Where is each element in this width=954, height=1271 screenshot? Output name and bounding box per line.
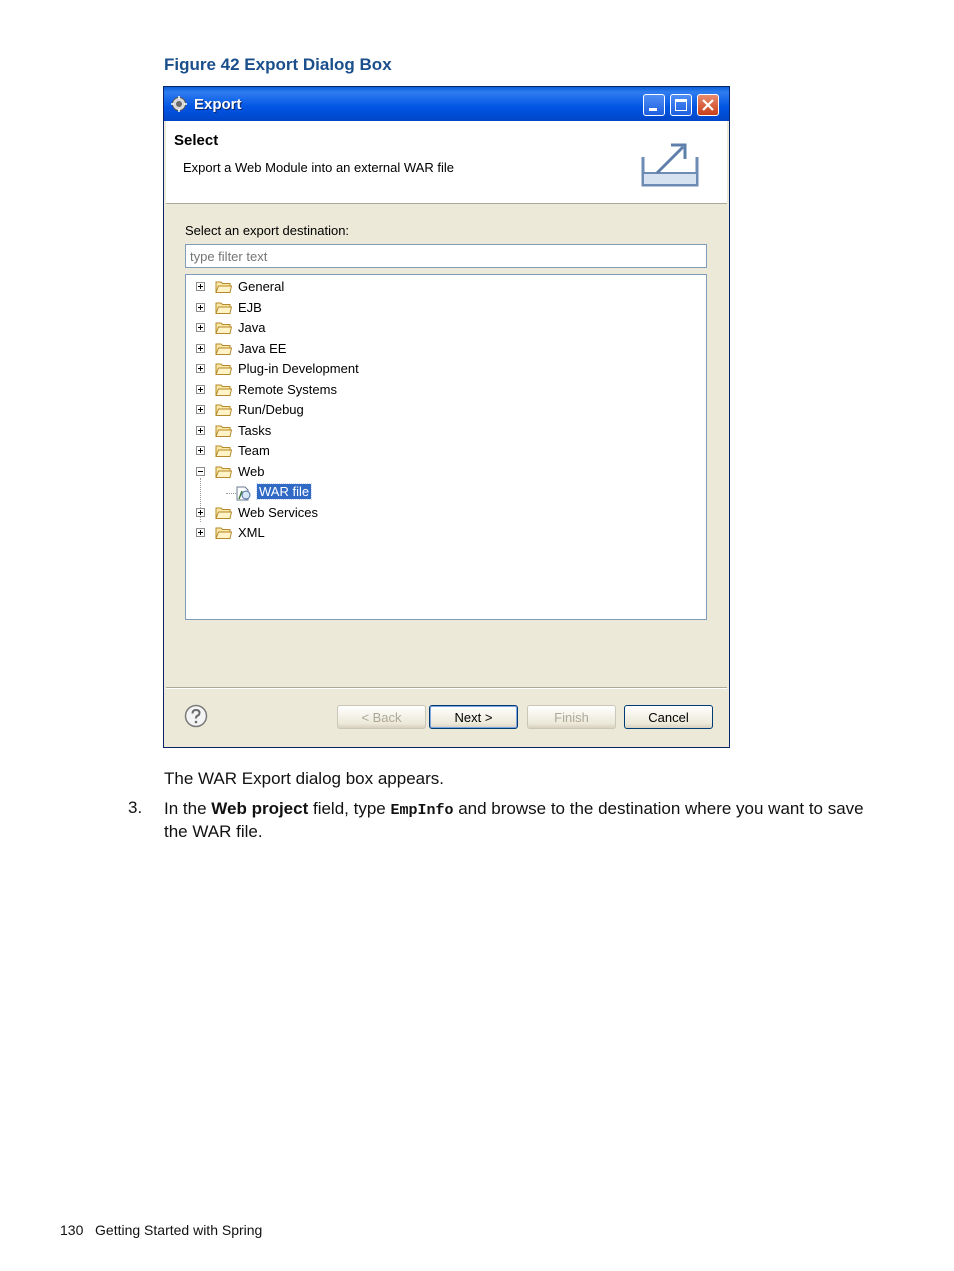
page-footer (60, 1222, 262, 1238)
folder-icon (215, 280, 232, 294)
title-bar[interactable] (164, 87, 729, 121)
collapse-icon[interactable] (196, 467, 205, 476)
folder-icon (215, 526, 232, 540)
expand-icon[interactable] (196, 446, 205, 455)
tree-item-label: Java EE (238, 340, 287, 356)
close-button[interactable] (697, 94, 719, 116)
tree-item-label: Team (238, 443, 270, 458)
minimize-button[interactable] (643, 94, 665, 116)
destination-label: Select an export destination: (185, 223, 350, 238)
expand-icon[interactable] (196, 508, 205, 517)
dialog-title: Export (194, 96, 242, 113)
tree-item-label: Plug-in Development (238, 361, 359, 376)
wizard-page-description: Export a Web Module into an external WAR file (183, 160, 454, 175)
tree-child-label: WAR file (259, 484, 310, 499)
open-folder-icon (215, 465, 232, 479)
tree-item-label: Run/Debug (238, 402, 304, 417)
step-text-mid: field, type (308, 799, 391, 818)
expand-icon[interactable] (196, 426, 205, 435)
expand-icon[interactable] (196, 528, 205, 537)
expand-icon[interactable] (196, 323, 205, 332)
step-paragraph (164, 798, 884, 842)
export-dialog (163, 86, 730, 748)
cancel-button[interactable]: Cancel (624, 705, 713, 729)
expand-icon[interactable] (196, 405, 205, 414)
expand-icon[interactable] (196, 385, 205, 394)
folder-icon (215, 424, 232, 438)
tree-item-label: Tasks (238, 422, 272, 438)
wizard-header (166, 121, 727, 204)
page-number: 130 (60, 1222, 84, 1238)
expand-icon[interactable] (196, 344, 205, 353)
export-wizard-icon (639, 133, 701, 191)
tree-item-label: Java (238, 320, 266, 335)
wizard-page-title: Select (174, 132, 219, 149)
step-number: 3. (128, 798, 143, 817)
close-icon (698, 95, 718, 115)
folder-icon (215, 444, 232, 458)
folder-icon (215, 301, 232, 315)
tree-item-label: General (238, 279, 285, 294)
step-field-name: Web project (211, 799, 309, 818)
footer-title: Getting Started with Spring (95, 1222, 263, 1238)
war-file-icon (234, 485, 251, 499)
folder-icon (215, 362, 232, 376)
help-icon[interactable] (184, 704, 208, 728)
folder-icon (215, 506, 232, 520)
filter-input[interactable] (185, 244, 707, 268)
maximize-icon (671, 95, 691, 115)
tree-item-label: Web Services (238, 504, 318, 520)
export-destination-tree[interactable] (185, 274, 707, 620)
tree-item-label: EJB (238, 299, 262, 315)
next-button[interactable]: Next > (429, 705, 518, 729)
step-code-value: EmpInfo (390, 802, 454, 819)
eclipse-gear-icon (171, 96, 187, 112)
tree-item-label: XML (238, 525, 265, 540)
tree-item-label: Web (238, 463, 265, 479)
step-text-prefix: In the (164, 799, 212, 818)
expand-icon[interactable] (196, 282, 205, 291)
folder-icon (215, 321, 232, 335)
expand-icon[interactable] (196, 303, 205, 312)
folder-icon (215, 403, 232, 417)
step-text-suffix: and browse to the destination where you want to save the WAR file. (164, 799, 864, 841)
figure-caption: Figure 42 Export Dialog Box (164, 55, 392, 74)
finish-button[interactable]: Finish (527, 705, 616, 729)
expand-icon[interactable] (196, 364, 205, 373)
minimize-icon (644, 95, 664, 115)
result-paragraph: The WAR Export dialog box appears. (164, 769, 445, 788)
button-bar-separator (166, 687, 727, 689)
maximize-button[interactable] (670, 94, 692, 116)
folder-icon (215, 383, 232, 397)
folder-icon (215, 342, 232, 356)
tree-item-label: Remote Systems (238, 381, 337, 397)
back-button[interactable]: < Back (337, 705, 426, 729)
